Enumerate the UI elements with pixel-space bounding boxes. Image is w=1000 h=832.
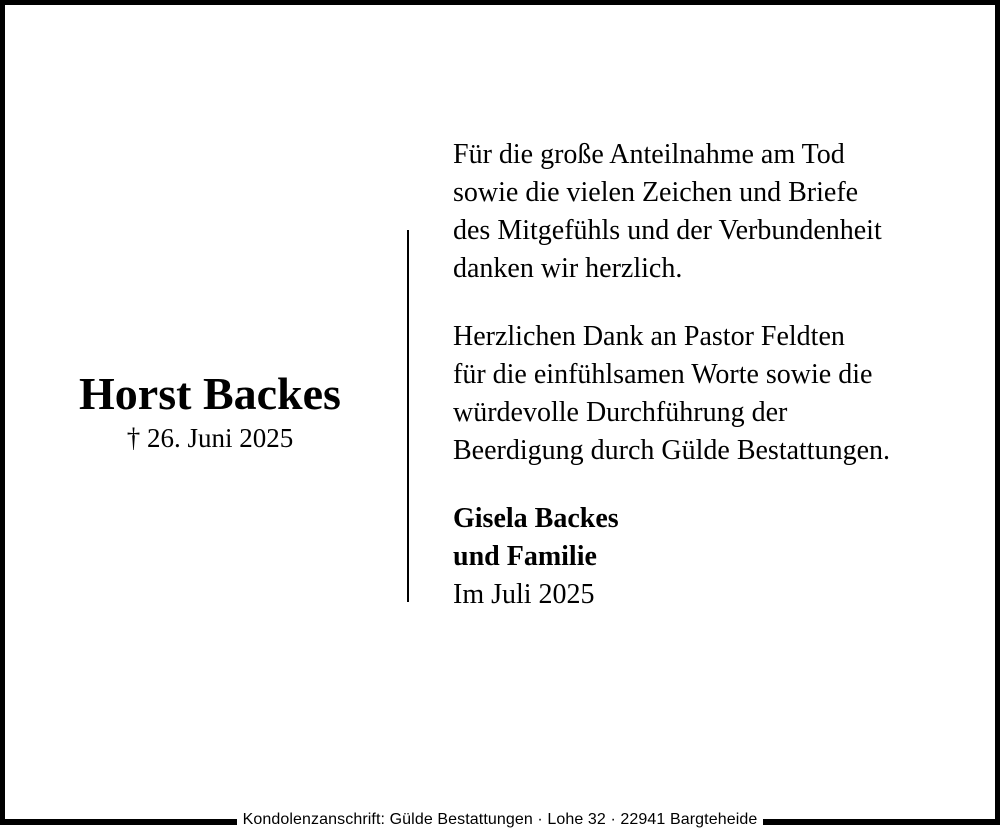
deceased-block [0, 366, 420, 456]
thanks-paragraph [453, 136, 890, 288]
text-line: Beerdigung durch Gülde Bestattungen. [453, 435, 891, 466]
condolence-address [0, 809, 1000, 831]
text-line: Herzlichen Dank an Pastor Feldten [453, 321, 845, 352]
thank-you-text [453, 136, 890, 644]
signature [453, 500, 890, 614]
signature-family: und Familie [453, 541, 597, 572]
condolence-address-text: Kondolenzanschrift: Gülde Bestattungen · Lohe 32 · 22941 Bargteheide [237, 811, 764, 828]
text-line: Für die große Anteilnahme am Tod [453, 139, 845, 170]
pastor-thanks-paragraph [453, 318, 890, 470]
text-line: würdevolle Durchführung der [453, 397, 788, 428]
signature-name: Gisela Backes [453, 503, 619, 534]
text-line: sowie die vielen Zeichen und Briefe [453, 177, 859, 208]
text-line: danken wir herzlich. [453, 253, 683, 284]
deceased-name: Horst Backes [79, 368, 341, 419]
death-date: † 26. Juni 2025 [126, 423, 294, 453]
text-line: des Mitgefühls und der Verbundenheit [453, 215, 882, 246]
vertical-divider [407, 230, 409, 602]
signature-date: Im Juli 2025 [453, 579, 595, 610]
text-line: für die einfühlsamen Worte sowie die [453, 359, 873, 390]
